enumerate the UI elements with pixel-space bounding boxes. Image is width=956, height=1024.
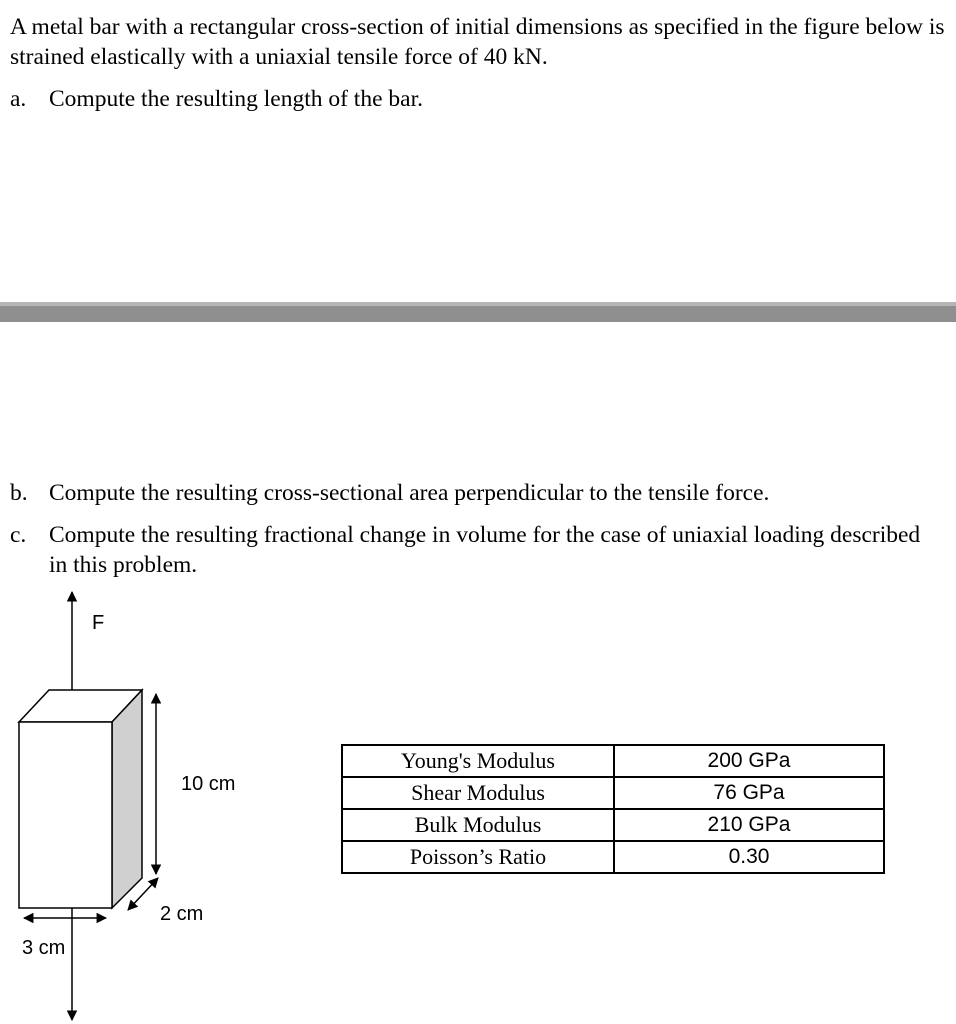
property-value: 76 GPa	[614, 777, 884, 809]
property-name: Poisson’s Ratio	[342, 841, 614, 873]
property-value: 200 GPa	[614, 745, 884, 777]
bar-side-face	[112, 690, 142, 908]
depth-label: 2 cm	[160, 903, 204, 925]
table-row	[342, 809, 884, 841]
property-value: 0.30	[614, 841, 884, 873]
property-name: Bulk Modulus	[342, 809, 614, 841]
property-name: Young's Modulus	[342, 745, 614, 777]
table-row	[342, 745, 884, 777]
force-label: F	[92, 612, 105, 634]
part-b-text: Compute the resulting cross-sectional area perpendicular to the tensile force.	[49, 480, 770, 506]
width-label: 3 cm	[22, 937, 66, 959]
bar-front-face	[19, 722, 112, 908]
height-label: 10 cm	[181, 773, 236, 795]
property-name: Shear Modulus	[342, 777, 614, 809]
problem-intro: A metal bar with a rectangular cross-section of initial dimensions as specified in the figure below is strained elastically with a uniaxial tensile force of 40 kN.	[10, 14, 945, 70]
part-a-label: a.	[10, 86, 27, 112]
table-row	[342, 777, 884, 809]
property-value: 210 GPa	[614, 809, 884, 841]
part-b-label: b.	[10, 480, 28, 506]
material-properties-table	[341, 744, 885, 874]
part-c-label: c.	[10, 522, 27, 548]
part-a-text: Compute the resulting length of the bar.	[49, 86, 423, 112]
table-row	[342, 841, 884, 873]
part-c-text: Compute the resulting fractional change in volume for the case of uniaxial loading described in this problem.	[49, 522, 921, 578]
